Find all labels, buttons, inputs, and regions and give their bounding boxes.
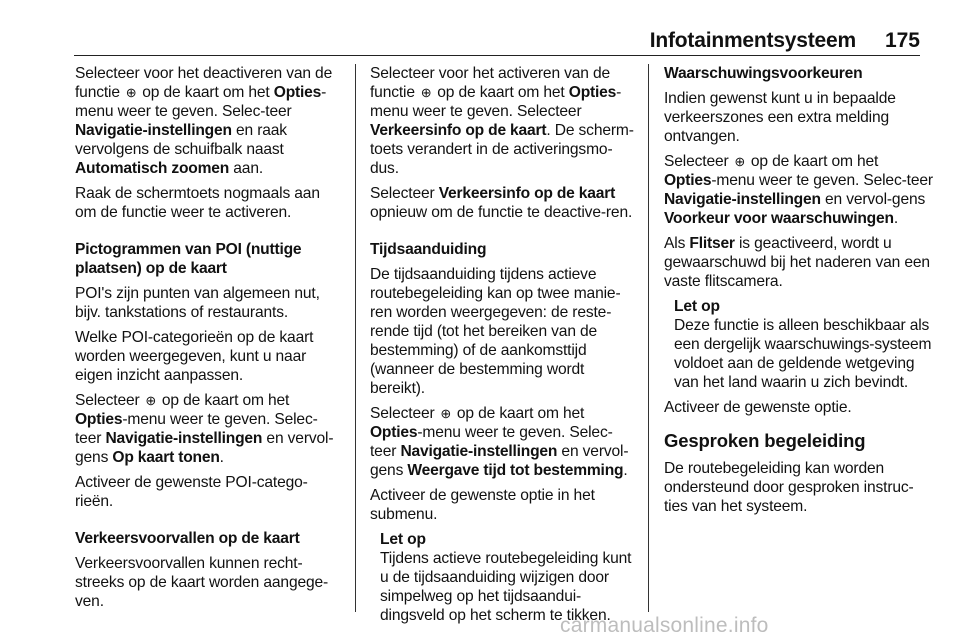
paragraph: Selecteer ⊕ op de kaart om het Opties-menu weer te geven. Selec-teer Navigatie-instellingen en vervol-gens Weergave tijd tot bestemming. [370, 405, 629, 479]
column-3 [664, 64, 934, 522]
section-title: Gesproken begeleiding [664, 430, 866, 451]
column-2 [370, 64, 638, 631]
options-icon: ⊕ [420, 85, 432, 100]
options-icon: ⊕ [145, 393, 157, 408]
note-box [664, 297, 934, 392]
watermark: carmanualsonline.info [560, 614, 769, 637]
options-icon: ⊕ [125, 85, 137, 100]
paragraph: De routebegeleiding kan worden ondersteund door gesproken instruc-ties van het systeem. [664, 460, 914, 515]
options-icon: ⊕ [734, 154, 746, 169]
note-title: Let op [674, 298, 720, 315]
paragraph: POI's zijn punten van algemeen nut, bijv. tankstations of restaurants. [75, 285, 320, 321]
paragraph: Activeer de gewenste optie in het submenu. [370, 487, 595, 523]
page-header [0, 0, 960, 58]
paragraph: Selecteer voor het activeren van de functie ⊕ op de kaart om het Opties-menu weer te geven. Selecteer Verkeersinfo op de kaart. De scherm-toets verandert in de activeringsmo-dus. [370, 65, 634, 177]
column-1 [75, 64, 343, 617]
note-text: Tijdens actieve routebegeleiding kunt u de tijdsaanduiding wijzigen door simpelweg op het tijdsaandui-dingsveld op het scherm te tikken. [380, 550, 632, 624]
subheading: Waarschuwingsvoorkeuren [664, 65, 863, 82]
paragraph: Verkeersvoorvallen kunnen recht-streeks op de kaart worden aangege-ven. [75, 555, 329, 610]
paragraph: Selecteer ⊕ op de kaart om het Opties-menu weer te geven. Selec-teer Navigatie-instellingen en vervol-gens Voorkeur voor waarschuwingen. [664, 153, 933, 227]
subheading: Tijdsaanduiding [370, 241, 487, 258]
paragraph: Als Flitser is geactiveerd, wordt u gewaarschuwd bij het naderen van een vaste flitscamera. [664, 235, 930, 290]
paragraph: Welke POI-categorieën op de kaart worden weergegeven, kunt u naar eigen inzicht aanpassen. [75, 329, 314, 384]
paragraph: Activeer de gewenste POI-catego-rieën. [75, 474, 308, 510]
paragraph: Selecteer Verkeersinfo op de kaart opnieuw om de functie te deactive-ren. [370, 185, 633, 221]
paragraph: Indien gewenst kunt u in bepaalde verkeerszones een extra melding ontvangen. [664, 90, 896, 145]
options-icon: ⊕ [440, 406, 452, 421]
page-number: 175 [884, 29, 920, 52]
subheading: Verkeersvoorvallen op de kaart [75, 530, 300, 547]
header-divider [74, 55, 920, 56]
note-box [370, 530, 638, 625]
paragraph: Raak de schermtoets nogmaals aan om de functie weer te activeren. [75, 185, 320, 221]
paragraph: De tijdsaanduiding tijdens actieve routebegeleiding kan op twee manie-ren worden weergegeven: de reste-rende tijd (tot het bereiken van de bestemming) of de aankomsttijd (wanneer de bestemming wordt bereikt). [370, 266, 621, 397]
paragraph: Selecteer ⊕ op de kaart om het Opties-menu weer te geven. Selec-teer Navigatie-instellingen en vervol-gens Op kaart tonen. [75, 392, 334, 466]
column-divider-2 [648, 64, 649, 612]
paragraph: Selecteer voor het deactiveren van de functie ⊕ op de kaart om het Opties-menu weer te geven. Selec-teer Navigatie-instellingen en raak vervolgens de schuifbalk naast Automatisch zoomen aan. [75, 65, 333, 177]
note-text: Deze functie is alleen beschikbaar als een dergelijk waarschuwings-systeem voldoet aan de geldende wetgeving van het land waarin u zich bevindt. [674, 317, 932, 391]
paragraph: Activeer de gewenste optie. [664, 399, 852, 416]
subheading: Pictogrammen van POI (nuttige plaatsen) op de kaart [75, 241, 302, 277]
page-title: Infotainmentsysteem [649, 29, 856, 52]
note-title: Let op [380, 531, 426, 548]
column-divider-1 [355, 64, 356, 612]
